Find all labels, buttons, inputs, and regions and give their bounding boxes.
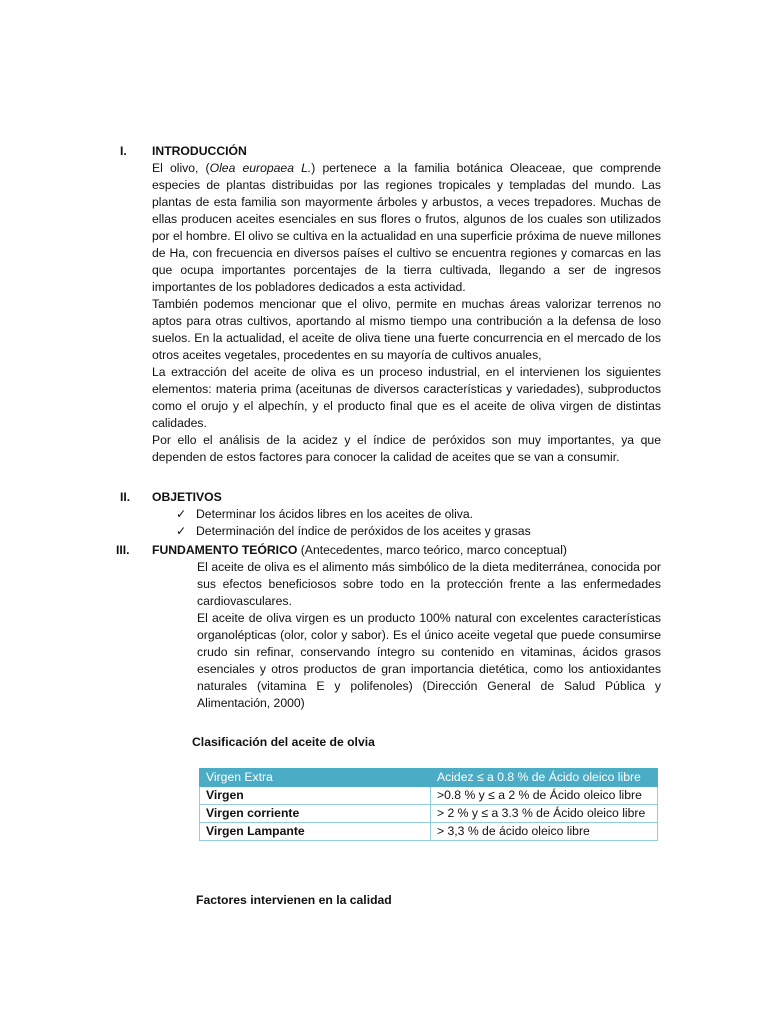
intro-p1-start: El olivo, ( (152, 161, 210, 175)
objective-item (176, 523, 531, 540)
table-cell-tipo: Virgen Lampante (200, 823, 431, 841)
table-header-row (200, 769, 658, 787)
table-row (200, 823, 658, 841)
section-intro (152, 143, 661, 466)
fundamento-paragraph-2: El aceite de oliva virgen es un producto 100% natural con excelentes características organolépticas (olor, color y sabor). Es el único aceite vegetal que puede consumirse crudo sin refinar, conservando íntegro su contenido en vitaminas, ácidos grasos esenciales y otros productos de gran importancia dietética, como los antioxidantes naturales (vitamina E y polifenoles) (Dirección General de Salud Pública y Alimentación, 2000) (197, 611, 661, 710)
intro-latin-name: Olea europaea L. (209, 161, 312, 175)
section-subtitle-fundamento: (Antecedentes, marco teórico, marco conceptual) (300, 543, 567, 557)
objective-item (176, 506, 473, 523)
intro-paragraph-3: La extracción del aceite de oliva es un proceso industrial, en el intervienen los siguientes elementos: materia prima (aceitunas de diversos características y variedades), subproductos como el orujo y el alpechín, y el producto final que es el aceite de oliva virgen de distintas calidades. (152, 365, 661, 430)
objective-text: Determinar los ácidos libres en los aceites de oliva. (196, 507, 474, 521)
check-icon: ✓ (176, 507, 187, 521)
table-cell-tipo: Virgen (200, 787, 431, 805)
table-row (200, 805, 658, 823)
table-cell-acidez: > 3,3 % de ácido oleico libre (431, 823, 658, 841)
intro-paragraph-1 (152, 160, 661, 296)
table-cell-tipo: Virgen corriente (200, 805, 431, 823)
intro-p1-rest: ) pertenece a la familia botánica Oleaceae, que comprende especies de plantas distribuidas por las regiones tropicales y templadas del mundo. Las plantas de esta familia son mayormente árboles y arbustos, a veces trepadores. Muchas de ellas producen aceites esenciales en sus flores o frutos, algunos de los cuales son utilizados por el hombre. El olivo se cultiva en la actualidad en una superficie próxima de nueve millones de Ha, con frecuencia en diversos países el cultivo se encuentra regiones y comarcas en las que ocupa importantes porcentajes de la tierra cultivada, llegando a ser de ingresos importantes de los pobladores dedicados a esta actividad. (152, 161, 661, 294)
section-title-objetivos: OBJETIVOS (152, 490, 222, 504)
section-number-objetivos: II. (120, 490, 131, 504)
fundamento-body (197, 559, 661, 712)
table-caption: Clasificación del aceite de olvia (192, 735, 375, 749)
factores-heading: Factores intervienen en la calidad (196, 893, 392, 907)
table-cell-tipo: Virgen Extra (200, 769, 431, 787)
section-title-fundamento: FUNDAMENTO TEÓRICO (152, 543, 298, 557)
table-row (200, 787, 658, 805)
section-heading-fundamento (152, 542, 567, 559)
section-number-intro: I. (120, 144, 127, 158)
classification-table (199, 768, 658, 841)
intro-paragraph-4: Por ello el análisis de la acidez y el índice de peróxidos son muy importantes, ya que dependen de estos factores para conocer la calidad de aceites que se van a consumir. (152, 433, 661, 464)
table-cell-acidez: >0.8 % y ≤ a 2 % de Ácido oleico libre (431, 787, 658, 805)
table-cell-acidez: > 2 % y ≤ a 3.3 % de Ácido oleico libre (431, 805, 658, 823)
check-icon: ✓ (176, 524, 187, 538)
fundamento-paragraph-1: El aceite de oliva es el alimento más simbólico de la dieta mediterránea, conocida por sus efectos beneficiosos sobre todo en la protección frente a las enfermedades cardiovasculares. (197, 560, 661, 608)
table-cell-acidez: Acidez ≤ a 0.8 % de Ácido oleico libre (431, 769, 658, 787)
objective-text: Determinación del índice de peróxidos de los aceites y grasas (196, 524, 531, 538)
section-number-fundamento: III. (116, 543, 130, 557)
section-title-intro: INTRODUCCIÓN (152, 144, 247, 158)
intro-paragraph-2: También podemos mencionar que el olivo, permite en muchas áreas valorizar terrenos no aptos para otras cultivos, aportando al mismo tiempo una contribución a la defensa de loso suelos. En la actualidad, el aceite de oliva tiene una fuerte concurrencia en el mercado de los otros aceites vegetales, procedentes en su mayoría de cultivos anuales, (152, 297, 661, 362)
